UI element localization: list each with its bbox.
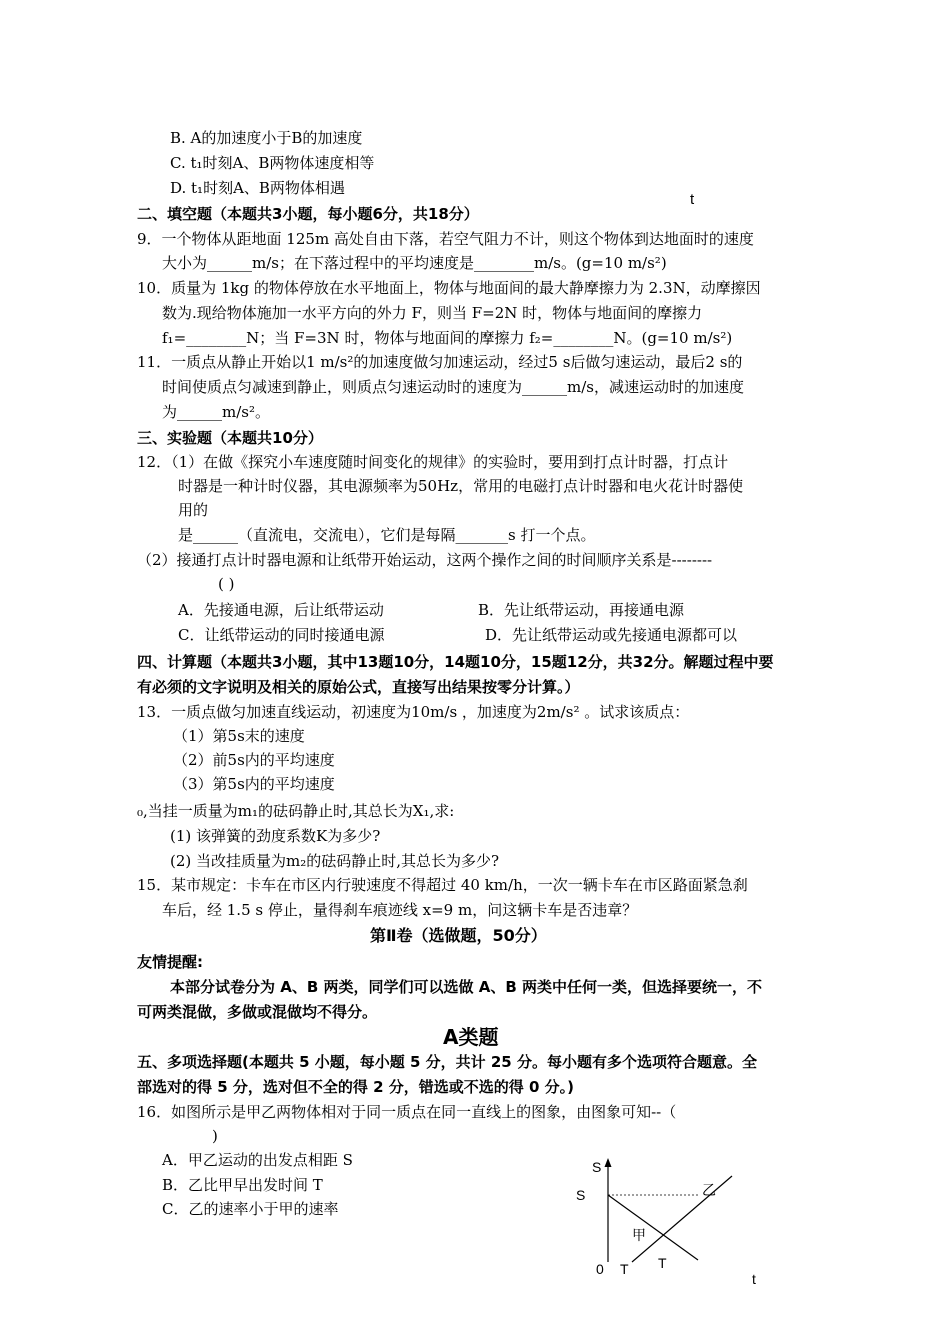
section-2-heading: 二、填空题（本题共3小题，每小题6分，共18分） (137, 205, 479, 223)
tip-line-1: 本部分试卷分为 A、B 两类，同学们可以选做 A、B 两类中任何一类，但选择要统一，不 (170, 978, 762, 996)
q15-line-1: 15．某市规定：卡车在市区内行驶速度不得超过 40 km/h，一次一辆卡车在市区路面紧急刹 (137, 876, 748, 894)
section-5-heading-line-1: 五、多项选择题(本题共 5 小题，每小题 5 分，共计 25 分。每小题有多个选项符合题意。全 (137, 1053, 757, 1071)
q11-line-3: 为______m/s²。 (162, 403, 270, 421)
a-type-title: A类题 (443, 1025, 499, 1049)
q13-part-2: （2）前5s内的平均速度 (173, 751, 335, 769)
q14-part-1: (1) 该弹簧的劲度系数K为多少? (170, 827, 381, 845)
q13-part-3: （3）第5s内的平均速度 (173, 775, 335, 793)
q9-line-2: 大小为______m/s；在下落过程中的平均速度是________m/s。(g=10 m/s²) (162, 254, 667, 272)
q8-option-c: C. t₁时刻A、B两物体速度相等 (170, 154, 375, 172)
q12-line-3: 用的 (178, 501, 209, 519)
q12-part-2: （2）接通打点计时器电源和让纸带开始运动，这两个操作之间的时间顺序关系是-------- (137, 551, 713, 569)
q12-line-1: 12．（1）在做《探究小车速度随时间变化的规律》的实验时，要用到打点计时器，打点计 (137, 453, 729, 471)
t-mark-label-1: T (620, 1261, 629, 1277)
jia-label: 甲 (632, 1227, 646, 1243)
q11-line-2: 时间使质点匀减速到静止，则质点匀速运动时的速度为______m/s，减速运动时的加速度 (162, 378, 744, 396)
stray-axis-label: t (690, 191, 695, 208)
yi-label: 乙 (702, 1182, 716, 1198)
q12-option-d: D．先让纸带运动或先接通电源都可以 (485, 626, 738, 644)
q12-option-a: A．先接通电源，后让纸带运动 (178, 601, 384, 619)
q11-line-1: 11．一质点从静止开始以1 m/s²的加速度做匀加速运动，经过5 s后做匀速运动，最后2 s的 (137, 353, 743, 371)
section-3-heading: 三、实验题（本题共10分） (137, 429, 323, 447)
part-2-title: 第Ⅱ卷（选做题，50分） (370, 926, 547, 945)
q16-option-a: A．甲乙运动的出发点相距 S (162, 1151, 353, 1169)
q8-option-b: B. A的加速度小于B的加速度 (170, 129, 363, 147)
q12-option-c: C．让纸带运动的同时接通电源 (178, 626, 385, 644)
q15-line-2: 车后，经 1.5 s 停止，量得刹车痕迹线 x=9 m，问这辆卡车是否违章？ (162, 901, 638, 919)
q12-answer-bracket: ( ) (218, 575, 235, 593)
q10-line-3: f₁=________N；当 F=3N 时，物体与地面间的摩擦力 f₂=________N。(g=10 m/s²) (162, 329, 733, 347)
q13-part-1: （1）第5s末的速度 (173, 727, 305, 745)
line-jia (608, 1195, 698, 1260)
section-5-heading-line-2: 部选对的得 5 分，选对但不全的得 2 分，错选或不选的得 0 分。) (137, 1078, 575, 1096)
origin-label: 0 (596, 1261, 604, 1277)
q14-stem: ₀,当挂一质量为m₁的砝码静止时,其总长为X₁,求: (137, 802, 455, 820)
q16-option-c: C．乙的速率小于甲的速率 (162, 1200, 339, 1218)
q10-line-2: 数为.现给物体施加一水平方向的外力 F，则当 F=2N 时，物体与地面间的摩擦力 (162, 304, 703, 322)
displacement-time-graph (570, 1150, 790, 1300)
q16-option-b: B．乙比甲早出发时间 T (162, 1176, 323, 1194)
section-4-heading-line-2: 有必须的文字说明及相关的原始公式，直接写出结果按零分计算。） (137, 678, 580, 696)
tip-line-2: 可两类混做，多做或混做均不得分。 (137, 1003, 378, 1021)
q12-option-b: B．先让纸带运动，再接通电源 (478, 601, 685, 619)
q12-line-2: 时器是一种计时仪器，其电源频率为50Hz，常用的电磁打点计时器和电火花计时器使 (178, 477, 744, 495)
q9-line-1: 9．一个物体从距地面 125m 高处自由下落，若空气阻力不计，则这个物体到达地面时的速度 (137, 230, 754, 248)
section-4-heading-line-1: 四、计算题（本题共3小题，其中13题10分，14题10分，15题12分，共32分。解题过程中要 (137, 653, 774, 671)
t-mark-label-2: T (658, 1255, 667, 1271)
s-axis-arrow-icon (605, 1158, 612, 1167)
tip-heading: 友情提醒: (137, 953, 203, 971)
s-value-label: S (576, 1187, 586, 1203)
t-axis-label: t (752, 1271, 756, 1287)
q12-line-4: 是______（直流电，交流电），它们是每隔_______s 打一个点。 (178, 526, 596, 544)
q8-option-d: D. t₁时刻A、B两物体相遇 (170, 179, 345, 197)
q16-answer-bracket: ) (212, 1127, 218, 1145)
q16-stem: 16．如图所示是甲乙两物体相对于同一质点在同一直线上的图象，由图象可知--（ (137, 1103, 677, 1121)
q14-part-2: (2) 当改挂质量为m₂的砝码静止时,其总长为多少? (170, 852, 500, 870)
q10-line-1: 10．质量为 1kg 的物体停放在水平地面上，物体与地面间的最大静摩擦力为 2.3N，动摩擦因 (137, 279, 761, 297)
q13-stem: 13．一质点做匀加速直线运动，初速度为10m/s ，加速度为2m/s² 。试求该质点： (137, 703, 690, 721)
s-axis-label: S (592, 1159, 602, 1175)
